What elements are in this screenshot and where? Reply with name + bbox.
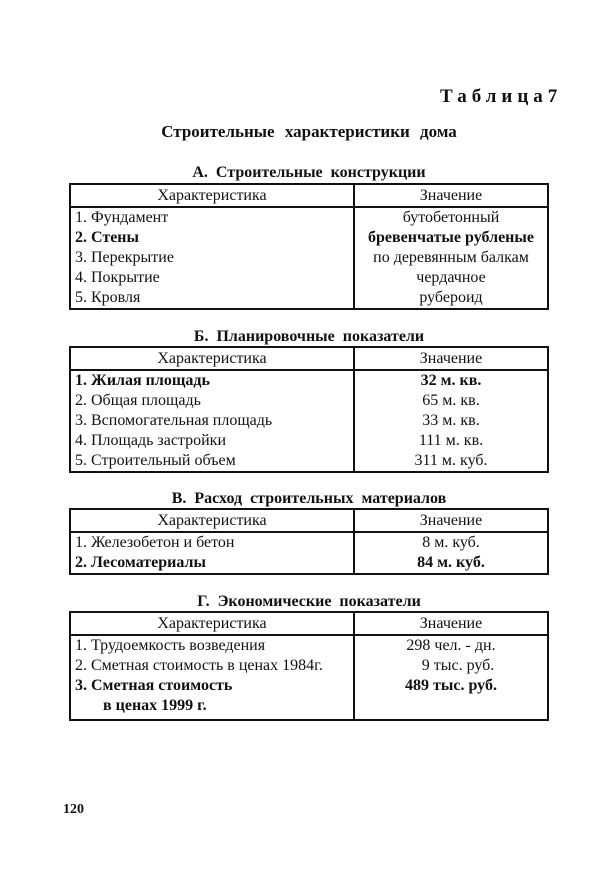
table-row (70, 431, 548, 451)
table-row (70, 411, 548, 431)
cell-value: 65 м. кв. (422, 392, 480, 409)
table-row (70, 370, 548, 391)
cell-value: 84 м. куб. (417, 554, 485, 571)
table-row (70, 532, 548, 553)
cell-characteristic: 1. Фундамент (70, 207, 354, 228)
cell-value: 311 м. куб. (414, 452, 488, 469)
cell-characteristic: 3. Вспомогательная площадь (70, 411, 354, 431)
table-row (70, 248, 548, 268)
cell-characteristic: 4. Покрытие (70, 268, 354, 288)
header-value: Значение (354, 347, 548, 370)
cell-characteristic: 1. Жилая площадь (70, 370, 354, 391)
table-row (70, 228, 548, 248)
header-value: Значение (354, 612, 548, 635)
cell-characteristic: 1. Железобетон и бетон (70, 532, 354, 553)
cell-characteristic-line2: в ценах 1999 г. (103, 697, 207, 714)
cell-characteristic: 2. Общая площадь (70, 391, 354, 411)
cell-characteristic: 5. Кровля (70, 288, 354, 309)
cell-characteristic: 1. Трудоемкость возведения (70, 635, 354, 656)
cell-characteristic-line1: 3. Сметная стоимость (75, 677, 233, 694)
section-title-a: А. Строительные конструкции (192, 164, 426, 181)
header-characteristic: Характеристика (70, 509, 354, 532)
page-number: 120 (63, 802, 84, 817)
cell-characteristic: 2. Стены (70, 228, 354, 248)
table-header-row (70, 347, 548, 370)
cell-value: бревенчатые рубленые (368, 229, 534, 246)
table-row (70, 676, 548, 720)
cell-characteristic: 2. Сметная стоимость в ценах 1984г. (70, 656, 354, 676)
cell-value: рубероид (419, 289, 483, 306)
cell-value: 33 м. кв. (422, 412, 480, 429)
cell-characteristic: 3. Перекрытие (70, 248, 354, 268)
table-row (70, 288, 548, 309)
table-row (70, 207, 548, 228)
cell-value: 9 тыс. руб. (421, 657, 495, 674)
table-header-row (70, 184, 548, 207)
cell-value: по деревянным балкам (373, 249, 529, 266)
cell-characteristic (70, 676, 354, 720)
table-label: Таблица7 (440, 86, 563, 107)
cell-value: 298 чел. - дн. (406, 637, 496, 654)
cell-characteristic: 4. Площадь застройки (70, 431, 354, 451)
document-title: Строительные характеристики дома (161, 122, 457, 141)
table-row (70, 268, 548, 288)
table-row (70, 451, 548, 472)
table-row (70, 635, 548, 656)
header-value: Значение (354, 184, 548, 207)
section-title-d: Г. Экономические показатели (197, 593, 421, 610)
table-planning (69, 346, 549, 473)
header-characteristic: Характеристика (70, 184, 354, 207)
cell-value: бутобетонный (402, 209, 500, 226)
table-row (70, 656, 548, 676)
header-characteristic: Характеристика (70, 612, 354, 635)
table-header-row (70, 509, 548, 532)
cell-value: 489 тыс. руб. (405, 677, 497, 694)
header-value: Значение (354, 509, 548, 532)
table-header-row (70, 612, 548, 635)
cell-value: 111 м. кв. (418, 432, 484, 449)
cell-characteristic: 5. Строительный объем (70, 451, 354, 472)
section-title-c: В. Расход строительных материалов (171, 490, 447, 507)
cell-value: 8 м. куб. (422, 534, 480, 551)
cell-value: чердачное (416, 269, 486, 286)
cell-value: 32 м. кв. (420, 372, 482, 389)
table-materials (69, 508, 549, 575)
table-row (70, 553, 548, 574)
header-characteristic: Характеристика (70, 347, 354, 370)
table-construction (69, 183, 549, 310)
section-title-b: Б. Планировочные показатели (193, 328, 425, 345)
table-economics (69, 611, 549, 721)
cell-characteristic: 2. Лесоматериалы (70, 553, 354, 574)
table-row (70, 391, 548, 411)
